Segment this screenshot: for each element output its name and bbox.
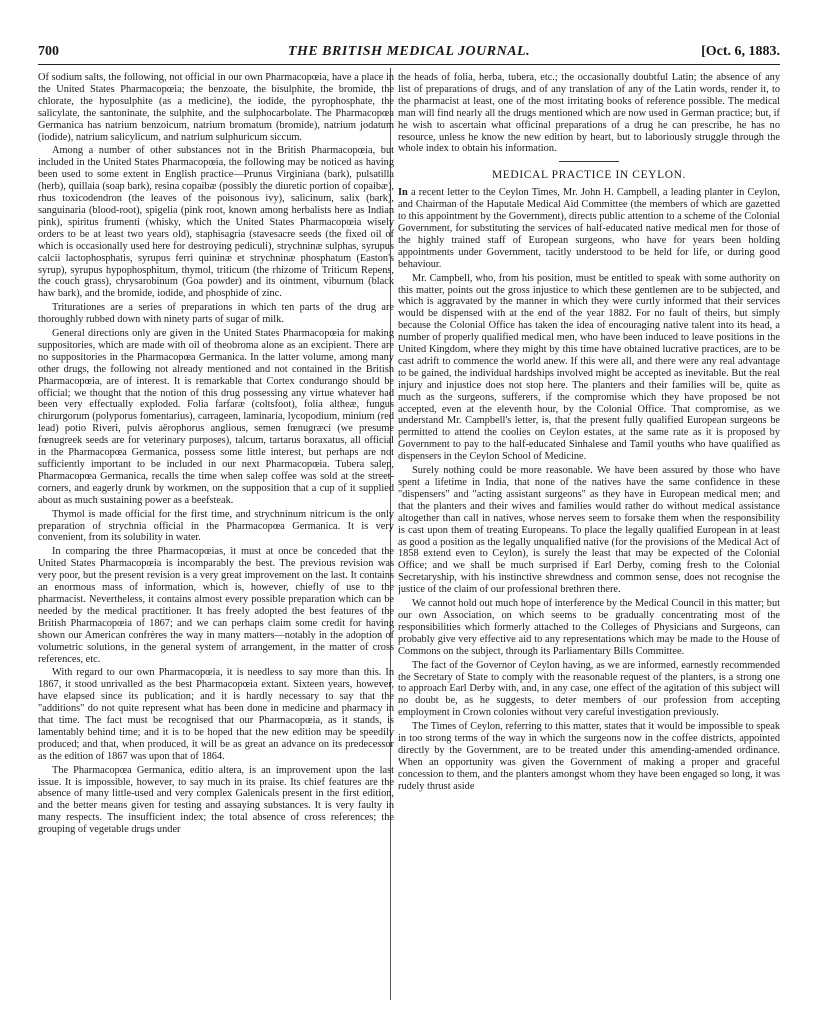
paragraph: the heads of folia, herba, tubera, etc.; the occasionally doubtful Latin; the absence of any list of preparations of drugs, and of any translation of any of the Latin words, render it, to the pharmacist at least, one of the most irritating books of reference possible. The medical man will find nearly all the drugs mentioned which are now used in German practice; but, if he wish to ascertain what officinal preparations of a drug he can prescribe, he has no resource, unless he know the new edition by heart, but to laboriously struggle through the whole index to obtain his information. <box>398 72 780 155</box>
section-heading: MEDICAL PRACTICE IN CEYLON. <box>491 169 687 182</box>
section-rule <box>559 161 619 162</box>
left-column <box>38 72 394 1002</box>
issue-date: [Oct. 6, 1883. <box>701 44 780 59</box>
paragraph: Triturationes are a series of preparations in which ten parts of the drug are thoroughly rubbed down with ninety parts of sugar of milk. <box>38 302 394 326</box>
paragraph: In comparing the three Pharmacopœias, it must at once be conceded that the United States Pharmacopœia is incomparably the best. The previous revision was very poor, but the present revision is a very great improvement on the last. It contains an enormous mass of information, which is, however, chiefly of use to the pharmacist. Nevertheless, it contains almost every possible preparation which can be needed by the medical practitioner. It has freely adopted the best features of the British Pharmacopœia of 1867; and we can perhaps claim some credit for having shown our American confrères the way in many matters—notably in the adoption of volumetric solutions, in the general system of arrangement, in the matter of cross references, etc. <box>38 546 394 665</box>
paragraph: With regard to our own Pharmacopœia, it is needless to say more than this. In 1867, it stood unrivalled as the best Pharmacopœia extant. Sixteen years, however, have elapsed since its publication; and it is hardly necessary to say that the "additions" do not quite represent what has been done in medicine and pharmacy in that time. The fact must be recognised that our Pharmacopœia, as it stands, is lamentably behind time; and it is to be hoped that the new edition may be speedily produced; and that, when produced, it will be as great an advance on its predecessor as the edition of 1867 was upon that of 1864. <box>38 667 394 762</box>
paragraph: General directions only are given in the United States Pharmacopœia for making suppositories, which are made with oil of theobroma alone as an excipient. There are no suppositories in the Pharmacopœa Germanica. In the latter volume, among many other drugs, the following not already mentioned and not contained in the British Pharmacopœia, are of interest. It is remarkable that Cortex condurango should be official; we thought that the notion of this drug possessing any virtue whatever had been very effectually exploded. Folia farfaræ (coltsfoot), folia altheæ, fungus chirurgorum (polyporus fomentarius), carrageen, laminaria, lycopodium, minium (red lead) potio Riveri, pulvis aërophorus anglious, semen fœnugræci (we presume fœnugreek seeds are for veterinary purposes), talcum, tartarus boraxatus, all official in the Pharmacopœa Germanica, possess some little interest, but perhaps are not sufficiently important to be included in our next Pharmacopœia. Tubera salep, Pharmacopœa Germanica, recalls the time when salep coffee was sold at the street-corners, and eagerly drunk by workmen, on the supposition that a cup of it supplied about as much sustaining power as a beefsteak. <box>38 328 394 506</box>
page-header <box>38 44 780 66</box>
journal-title: THE BRITISH MEDICAL JOURNAL. <box>287 44 531 59</box>
paragraph: Of sodium salts, the following, not official in our own Pharmacopœia, have a place in the United States Pharmacopœia; the benzoate, the bisulphite, the bromide, the chlorate, the hyposulphite (as a medicine), the iodide, the pyrophosphate, the salicylate, the santoninate, the sulphite, and the sulphocarbolate. The Pharmacopœa Germanica has natrium benzoicum, natrium bromatum (bromide), natrium jodatum (iodide), natrium salicylicum, and natrium sulphuricum siccum. <box>38 72 394 143</box>
paragraph <box>398 187 780 270</box>
page-number: 700 <box>38 44 59 59</box>
paragraph: Among a number of other substances not in the British Pharmacopœia, but included in the United States Pharmacopœia, the following may be noticed as having been used to some extent in English practice—Prunus Virginiana (bark), pulsatilla (herb), quillaia (soap bark), resina copaibæ (possibly the diuretic portion of copaibæ), rhus toxicodendron (the leaves of the poisonous ivy), salicinum, salix (bark), sanguinaria (blood-root), spigelia (pink root, known among herbalists here as Indian pink), spiritus frumenti (whisky, which the United States Pharmacopœia wisely orders to be at least two years old), staphisagria (stavesacre seeds (the fixed oil of which is occasionally used here for destroying pediculi), strychninæ sulphas, syrupus calcii lactophosphatis, syrupus ferri quininæ et strychninæ phosphatum (Easton's syrup), syrupus hypophosphitum, thymol, triticum (the rhizome of Triticum Repens, the couch grass), chrysarobinum (Goa powder) and its ointment, viburnum (black haw bark), and the bromide, iodide, and phosphide of zinc. <box>38 145 394 300</box>
paragraph: The Times of Ceylon, referring to this matter, states that it would be impossible to speak in too strong terms of the way in which the surgeons now in the coffee districts, appointed directly by the Government, are to be treated under this amending-amended ordinance. When an opportunity was given the Government of making a proper and graceful concession to them, and the planters amongst whom they have been engaged so long, it was rudely thrust aside <box>398 721 780 792</box>
paragraph: The Pharmacopœa Germanica, editio altera, is an improvement upon the last issue. It is impossible, however, to say much in its praise. Its chief features are the absence of many little-used and very complex Galenicals present in the first edition, and the better means given for testing and assaying substances. It is very faulty in many respects. The insufficient index; the total absence of cross references; the grouping of vegetable drugs under <box>38 764 394 836</box>
paragraph: The fact of the Governor of Ceylon having, as we are informed, earnestly recommended the Secretary of State to comply with the reasonable request of the planters, is a strong one to approach Earl Derby with, and, in any case, one effect of the agitation of this subject will no doubt be, as he suggests, to deter members of our profession from accepting employment in Crown colonies without very careful investigation previously. <box>398 659 780 719</box>
paragraph-text: a recent letter to the Ceylon Times, Mr. John H. Campbell, a leading planter in Ceylon, and Chairman of the Haputale Medical Aid Committee (the members of which are gazetted to this appointment by the Government), directs public attention to a scheme of the Colonial Government, for substituting the services of half-educated native medical men for those of the highly trained staff of European surgeons, who have for years been holding appointments under Government, tacitly understood to be held for life, or during good behaviour. <box>398 187 780 270</box>
paragraph: Surely nothing could be more reasonable. We have been assured by those who have spent a lifetime in India, that none of the natives have the same confidence in these "dispensers" and "acting assistant surgeons" as they have in European medical men; and that the planters and their wives and families would rather do without medical assistance altogether than call in natives, whose nerves seem to forsake them when the responsibility is cast upon them of treating Europeans. To place the legally qualified European in at least as good a position as the legally unqualified native (for the provisions of the Medical Act of 1858 extend even to Ceylon), is surely the least that may be expected of the Colonial Office; and we shall be much surprised if Earl Derby, coming fresh to the Colonial Secretaryship, with his instinctive shrewdness and common sense, does not recognise the justice of the claim of our professional brethren there. <box>398 465 780 596</box>
right-column <box>398 72 780 1002</box>
paragraph: We cannot hold out much hope of interference by the Medical Council in this matter; but our own Association, on which seems to be gradually concentrating most of the responsibilities which formerly attached to the Colleges of Physicians and Surgeons, can probably give very effective aid to any representations which may be made to the House of Commons on the subject, through its Parliamentary Bills Committee. <box>398 598 780 657</box>
header-rule <box>38 64 780 65</box>
paragraph: Thymol is made official for the first time, and strychninum nitricum is the only preparation of strychnia official in the Pharmacopœa Germanica. It is very convenient, from its solubility in water. <box>38 508 394 544</box>
dropcap: In <box>398 187 408 199</box>
paragraph: Mr. Campbell, who, from his position, must be entitled to speak with some authority on this matter, points out the gross injustice to which these gentlemen are to be subjected, and which is aggravated by the manner in which they were curtly informed that their services would be dispensed with at the end of the year 1882. For no fault of theirs, but simply because the Colonial Office has taken the idea of encouraging native talent into its head, a number of properly qualified medical men, who have been induced to leave positions in the United Kingdom, where they might by this time have obtained lucrative practices, are to be cast adrift to commence the world anew. If this were all, and there were any real advantage to be gained, the individual hardships involved might be accepted as inevitable. But the real injury and injustice does not stop here. The planters and their families will be, quite as much as the surgeons, sufferers, if the compromise which they have proposed be not accepted, even at the eleventh hour, by the Colonial Office. That compromise, as we understand Mr. Campbell's letter, is, that the present fully qualified European surgeons be permitted to attend the coolies on Ceylon estates, at the same rate as it is proposed by Government to pay to the half-educated Sinhalese and Tamil youths who have qualified as dispensers in the Ceylon School of Medicine. <box>398 272 780 463</box>
